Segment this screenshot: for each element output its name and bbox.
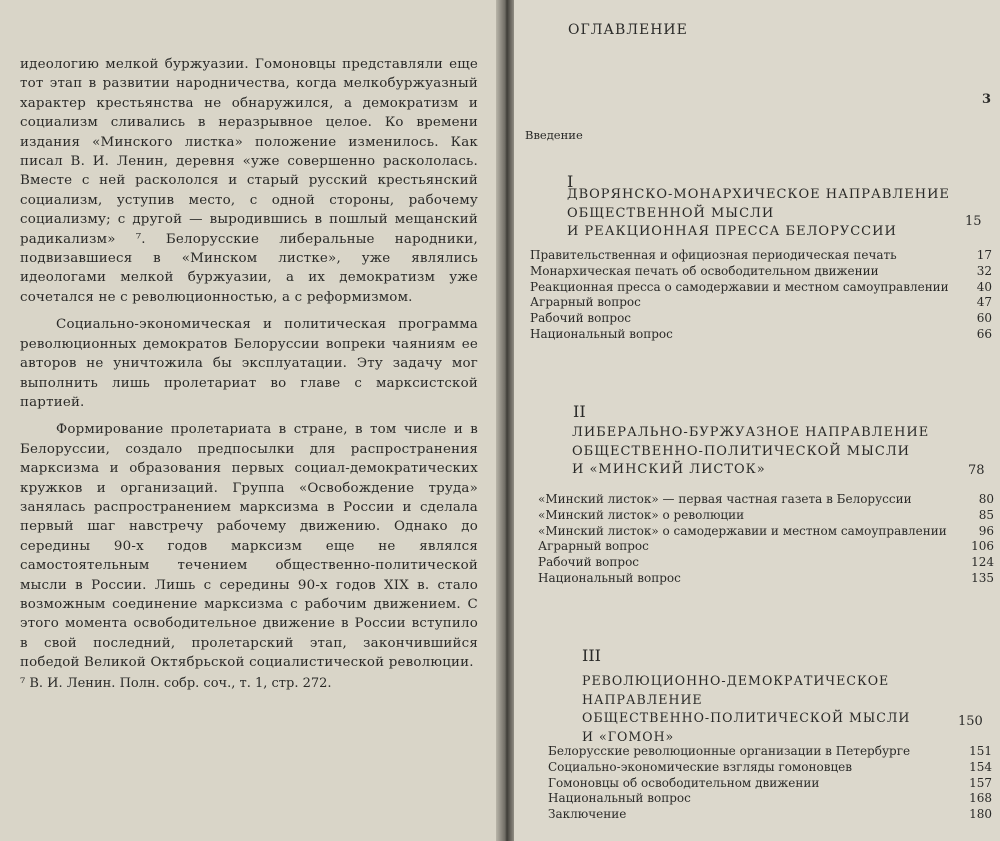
entry-page: 17 bbox=[976, 248, 992, 262]
toc-entry bbox=[548, 744, 992, 760]
section-title-line: ЛИБЕРАЛЬНО-БУРЖУАЗНОЕ НАПРАВЛЕНИЕ bbox=[572, 425, 930, 440]
intro-page-number: 3 bbox=[982, 92, 992, 107]
toc-entry bbox=[538, 539, 994, 555]
entry-page: 168 bbox=[969, 791, 992, 806]
toc-title: ОГЛАВЛЕНИЕ bbox=[568, 22, 688, 38]
entry-text: «Минский листок» о самодержавии и местном самоуправлении bbox=[538, 523, 947, 538]
entry-text: Реакционная пресса о самодержавии и местном самоуправлении bbox=[530, 279, 949, 294]
paragraph: Формирование пролетариата в стране, в том числе и в Белоруссии, создало предпосылки для распространения марксизма и образования первых социал-демократических кружков и организаций. Группа «Освобождение труда» занялась распространением марксизма в России и сделала первый шаг навстречу рабочему движению. Однако до середины 90-х годов марксизм еще не являлся самостоятельным течением общественно-политической мысли в России. Лишь с середины 90-х годов XIX в. стало возможным соединение марксизма с рабочим движением. С этого момента освободительное движение в России вступило в свой последний, пролетарский этап, закончившийся победой Великой Октябрьской социалистической революции. bbox=[20, 422, 478, 671]
book-gutter bbox=[496, 0, 516, 841]
toc-entry bbox=[530, 248, 992, 264]
entry-text: Национальный вопрос bbox=[548, 791, 691, 806]
paragraph: Социально-экономическая и политическая программа революционных демократов Белоруссии вопреки чаяниям ее авторов не уничтожила бы эксплуатации. Эту задачу мог выполнить лишь пролетариат во главе с марксистской партией. bbox=[20, 317, 478, 410]
entry-text: «Минский листок» — первая частная газета в Белоруссии bbox=[538, 492, 912, 506]
entry-page: 180 bbox=[969, 807, 992, 822]
entry-page: 40 bbox=[976, 279, 992, 294]
section-page: 78 bbox=[968, 463, 985, 478]
toc-entry bbox=[530, 295, 992, 311]
footnote: ⁷ В. И. Ленин. Полн. собр. соч., т. 1, стр. 272. bbox=[20, 676, 332, 691]
section-number: II bbox=[573, 402, 586, 421]
entry-text: Правительственная и официозная периодическая печать bbox=[530, 248, 897, 262]
toc-entry bbox=[538, 492, 994, 508]
entry-page: 47 bbox=[976, 295, 992, 310]
entry-text: Монархическая печать об освободительном движении bbox=[530, 263, 879, 278]
toc-intro: Введение bbox=[525, 128, 583, 142]
toc-entry bbox=[530, 327, 992, 343]
entry-page: 66 bbox=[976, 326, 992, 341]
entry-text: Национальный вопрос bbox=[530, 326, 673, 341]
section-title bbox=[572, 424, 929, 480]
toc-entry bbox=[548, 791, 992, 807]
section-entries bbox=[548, 744, 992, 823]
section-number: I bbox=[567, 172, 574, 191]
toc-entry bbox=[548, 760, 992, 776]
section-title bbox=[582, 672, 1000, 746]
entry-page: 85 bbox=[978, 507, 994, 522]
entry-page: 80 bbox=[978, 492, 994, 506]
section-title-line: ОБЩЕСТВЕННОЙ МЫСЛИ bbox=[567, 205, 775, 221]
toc-entry bbox=[530, 311, 992, 327]
entry-page: 135 bbox=[971, 570, 994, 585]
entry-text: Заключение bbox=[548, 807, 627, 822]
section-entries bbox=[530, 248, 992, 343]
section-entries bbox=[538, 492, 994, 587]
toc-entry bbox=[538, 508, 994, 524]
toc-entry bbox=[538, 571, 994, 587]
entry-text: Рабочий вопрос bbox=[530, 311, 632, 326]
entry-page: 96 bbox=[978, 523, 994, 538]
section-title-line: И РЕАКЦИОННАЯ ПРЕССА БЕЛОРУССИИ bbox=[567, 224, 897, 239]
toc-entry bbox=[538, 524, 994, 540]
entry-text: Аграрный вопрос bbox=[530, 295, 641, 310]
toc-entry bbox=[548, 776, 992, 792]
toc-entry bbox=[530, 264, 992, 280]
entry-text: Белорусские революционные организации в Петербурге bbox=[548, 744, 911, 758]
entry-text: Аграрный вопрос bbox=[538, 539, 649, 554]
section-number: III bbox=[582, 646, 601, 665]
entry-text: Социально-экономические взгляды гомоновцев bbox=[548, 759, 853, 774]
entry-page: 124 bbox=[971, 555, 994, 570]
entry-text: Гомоновцы об освободительном движении bbox=[548, 775, 820, 790]
entry-page: 32 bbox=[976, 263, 992, 278]
section-title-line: И «ГОМОН» bbox=[582, 728, 675, 744]
section-title-line: ОБЩЕСТВЕННО-ПОЛИТИЧЕСКОЙ МЫСЛИ bbox=[572, 443, 911, 459]
entry-text: Национальный вопрос bbox=[538, 570, 681, 585]
entry-text: Рабочий вопрос bbox=[538, 555, 640, 570]
paragraph: идеологию мелкой буржуазии. Гомоновцы представляли еще тот этап в развитии народничества, когда мелкобуржуазный характер крестьянства не обнаружился, а демократизм и социализм сливались в неразрывное целое. Ко времени издания «Минского листка» положение изменилось. Как писал В. И. Ленин, деревня «уже совершенно раскололась. Вместе с ней раскололся и старый русский крестьянский социализм, уступив место, с одной стороны, рабочему социализму; с другой — выродившись в пошлый мещанский радикализм» ⁷. Белорусские либеральные народники, подвизавшиеся в «Минском листке», уже являлись идеологами мелкой буржуазии, а их демократизм уже сочетался не с революционностью, а с реформизмом. bbox=[20, 57, 478, 305]
toc-entry bbox=[548, 807, 992, 823]
body-text bbox=[20, 55, 478, 673]
section-title-line: ДВОРЯНСКО-МОНАРХИЧЕСКОЕ НАПРАВЛЕНИЕ bbox=[567, 187, 950, 202]
section-title-line: ОБЩЕСТВЕННО-ПОЛИТИЧЕСКОЙ МЫСЛИ bbox=[582, 710, 911, 725]
section-title-line: РЕВОЛЮЦИОННО-ДЕМОКРАТИЧЕСКОЕ НАПРАВЛЕНИЕ bbox=[582, 673, 890, 707]
entry-page: 151 bbox=[969, 744, 992, 758]
section-title bbox=[567, 186, 950, 242]
section-title-line: И «МИНСКИЙ ЛИСТОК» bbox=[572, 462, 766, 477]
toc-entry bbox=[538, 555, 994, 571]
entry-page: 60 bbox=[976, 311, 992, 326]
entry-text: «Минский листок» о революции bbox=[538, 507, 745, 522]
entry-page: 154 bbox=[969, 759, 992, 774]
section-page: 150 bbox=[958, 714, 983, 729]
toc-entry bbox=[530, 280, 992, 296]
section-page: 15 bbox=[965, 214, 982, 229]
entry-page: 106 bbox=[971, 539, 994, 554]
entry-page: 157 bbox=[969, 775, 992, 790]
